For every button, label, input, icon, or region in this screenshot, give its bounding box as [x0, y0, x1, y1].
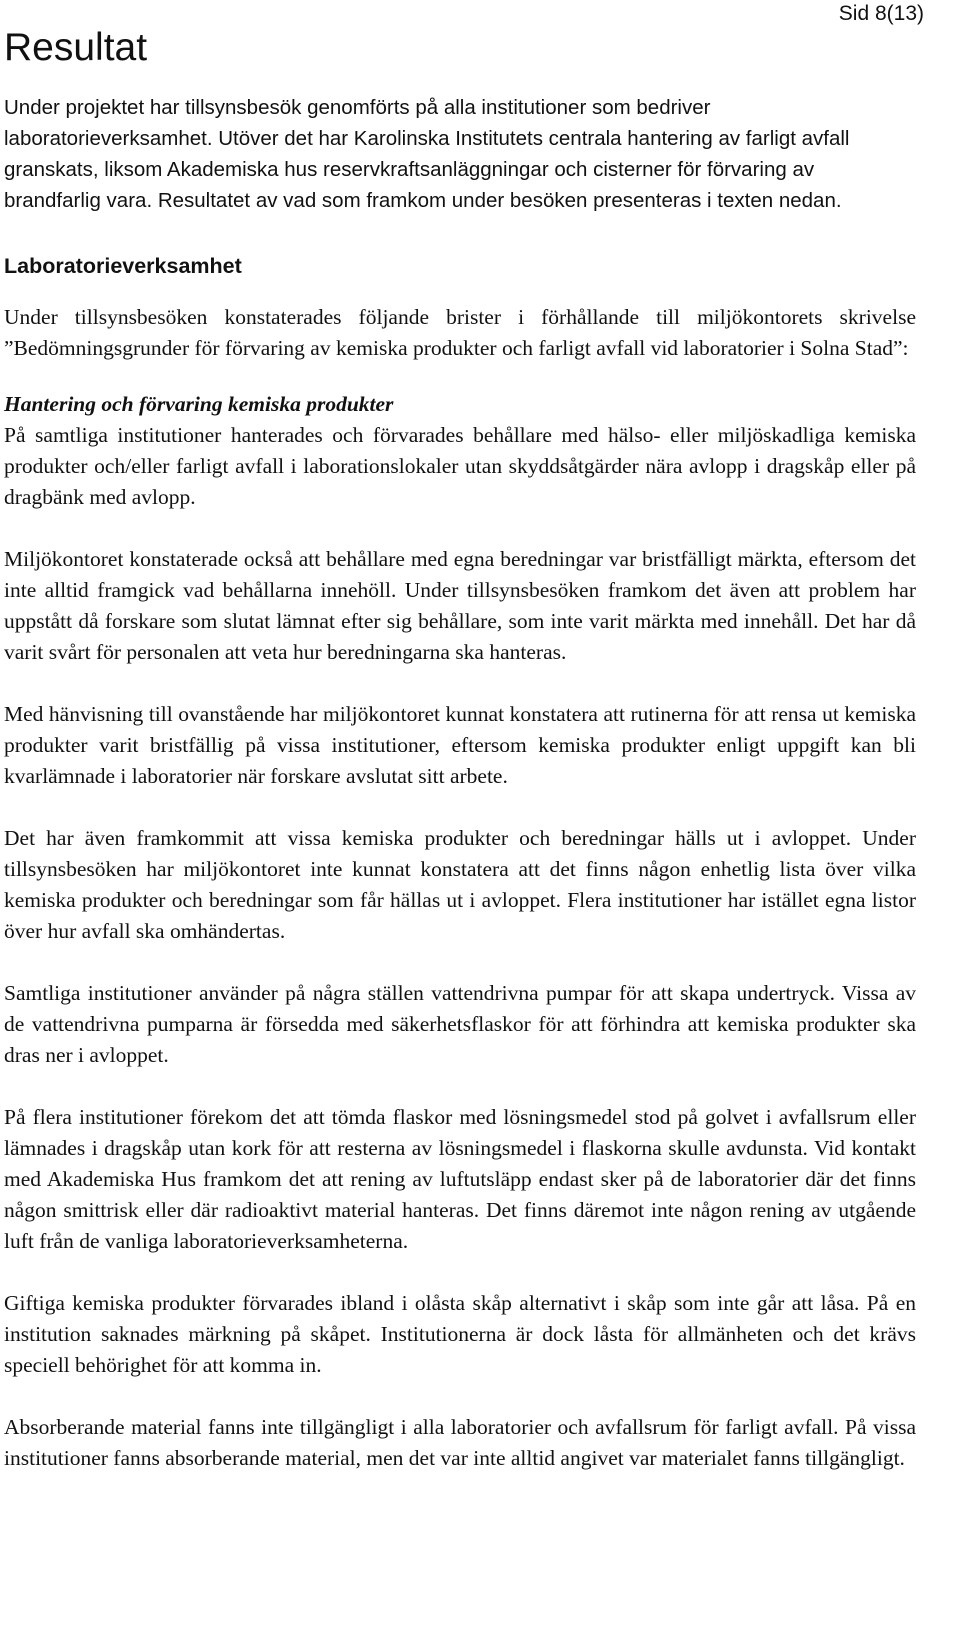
body-paragraph: Med hänvisning till ovanstående har miljökontoret kunnat konstatera att rutinerna för att rensa ut kemiska produkter varit bristfällig på vissa institutioner, eftersom kemiska produkter enligt uppgift kan bli kvarlämnade i laboratorier när forskare avslutat sitt arbete.	[4, 702, 916, 788]
section-lead-paragraph: Under tillsynsbesöken konstaterades följande brister i förhållande till miljökontorets skrivelse ”Bedömningsgrunder för förvaring av kemiska produkter och farligt avfall vid laboratorier i Solna Stad”:	[4, 305, 916, 360]
page-number: Sid 8(13)	[838, 2, 924, 25]
page-title: Resultat	[4, 26, 148, 69]
intro-paragraph: Under projektet har tillsynsbesök genomförts på alla institutioner som bedriver laboratorieverksamhet. Utöver det har Karolinska Institutets centrala hantering av farligt avfall granskats, liksom Akademiska hus reservkraftsanläggningar och cisterner för förvaring av brandfarlig vara. Resultatet av vad som framkom under besöken presenteras i texten nedan.	[4, 96, 850, 212]
body-paragraph: Miljökontoret konstaterade också att behållare med egna beredningar var bristfälligt märkta, eftersom det inte alltid framgick vad behållarna innehöll. Under tillsynsbesöken framkom det även att problem har uppstått då forskare som slutat lämnat efter sig behållare, som inte varit märkta med innehåll. Det har då varit svårt för personalen att veta hur beredningarna ska hanteras.	[4, 547, 916, 664]
body-paragraph: Samtliga institutioner använder på några ställen vattendrivna pumpar för att skapa undertryck. Vissa av de vattendrivna pumparna är försedda med säkerhetsflaskor för att förhindra att kemiska produkter ska dras ner i avloppet.	[4, 981, 916, 1067]
body-paragraph: Det har även framkommit att vissa kemiska produkter och beredningar hälls ut i avloppet. Under tillsynsbesöken har miljökontoret inte kunnat konstatera att det finns någon enhetlig lista över vilka kemiska produkter och beredningar som får hällas ut i avloppet. Flera institutioner har istället egna listor över hur avfall ska omhändertas.	[4, 826, 916, 943]
section-heading: Laboratorieverksamhet	[4, 254, 242, 278]
body-paragraph: På flera institutioner förekom det att tömda flaskor med lösningsmedel stod på golvet i avfallsrum eller lämnades i dragskåp utan kork för att resterna av lösningsmedel i flaskorna skulle avdunsta. Vid kontakt med Akademiska Hus framkom det att rening av luftutsläpp endast sker på de laboratorier där det finns någon smittrisk eller där radioaktivt material hanteras. Det finns däremot inte någon rening av utgående luft från de vanliga laboratorieverksamheterna.	[4, 1105, 916, 1253]
body-paragraph: Absorberande material fanns inte tillgängligt i alla laboratorier och avfallsrum för farligt avfall. På vissa institutioner fanns absorberande material, men det var inte alltid angivet var materialet fanns tillgängligt.	[4, 1415, 916, 1470]
body-paragraph: På samtliga institutioner hanterades och förvarades behållare med hälso- eller miljöskadliga kemiska produkter och/eller farligt avfall i laborationslokaler utan skyddsåtgärder nära avlopp i dragskåp eller på dragbänk med avlopp.	[4, 423, 916, 509]
subsection-heading: Hantering och förvaring kemiska produkter	[4, 392, 394, 416]
document-body	[4, 92, 916, 1474]
body-paragraph: Giftiga kemiska produkter förvarades ibland i olåsta skåp alternativt i skåp som inte går att låsa. På en institution saknades märkning på skåpet. Institutionerna är dock låsta för allmänheten och det krävs speciell behörighet för att komma in.	[4, 1291, 916, 1377]
